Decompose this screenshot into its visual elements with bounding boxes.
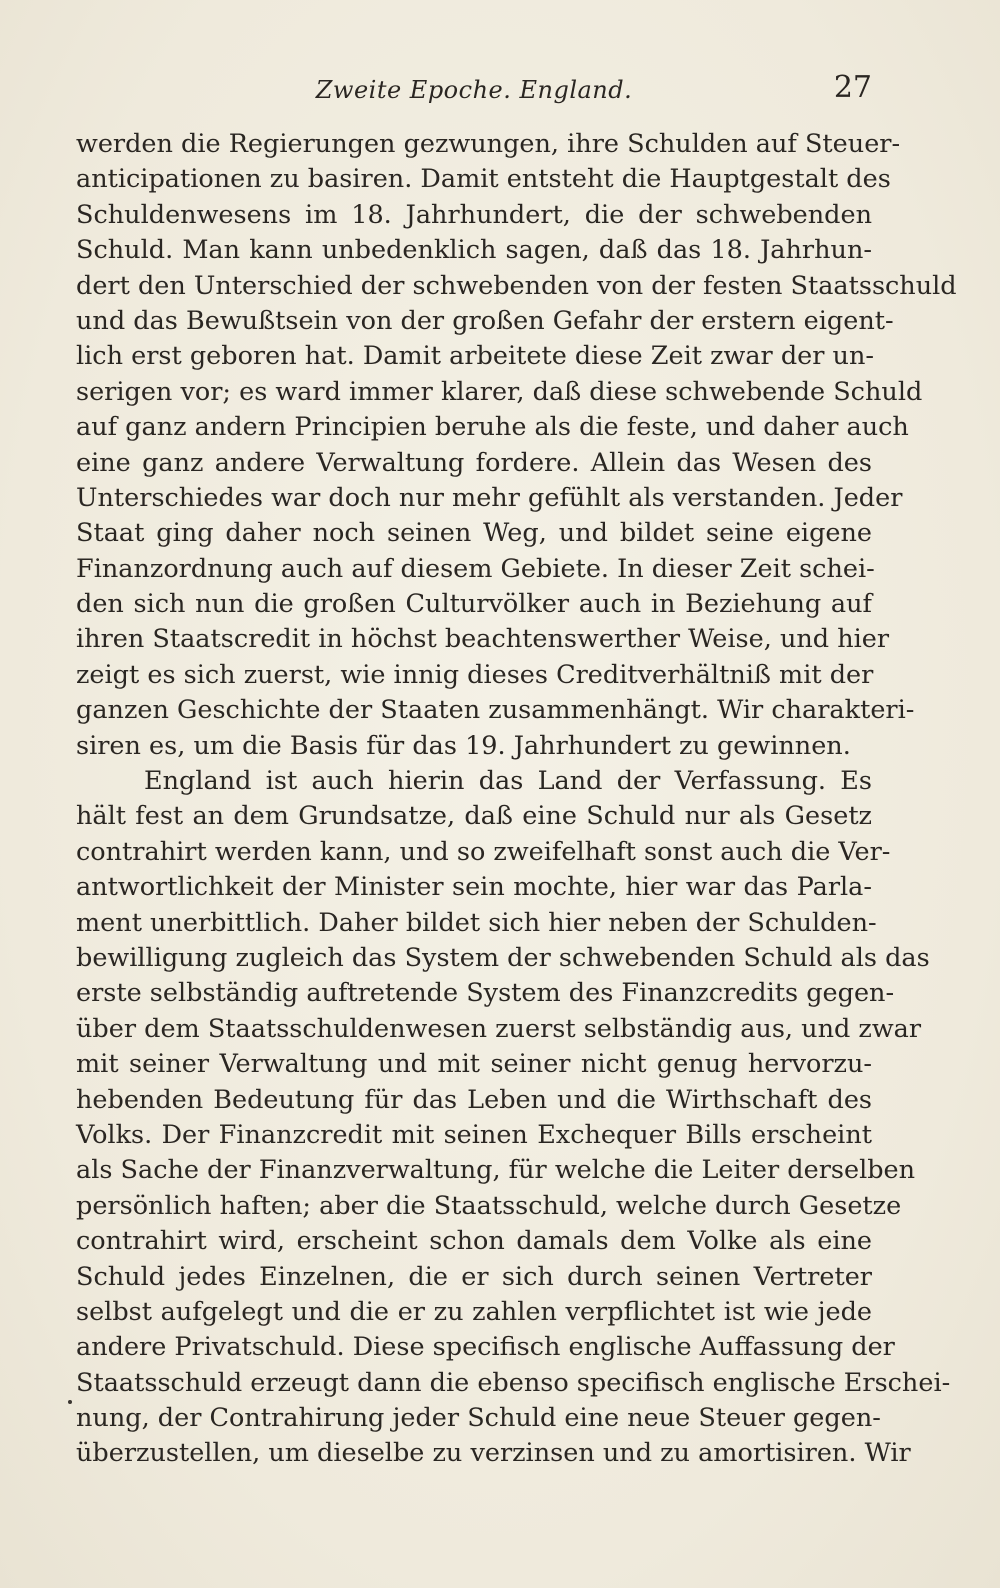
text-line: als Sache der Finanzverwaltung, für welche die Leiter derselben: [76, 1155, 916, 1186]
text-line: ganzen Geschichte der Staaten zusammenhängt. Wir charakteri-: [76, 695, 915, 726]
text-line: selbst aufgelegt und die er zu zahlen verpflichtet ist wie jede: [76, 1296, 872, 1327]
text-line: nung, der Contrahirung jeder Schuld eine neue Steuer gegen-: [76, 1403, 881, 1434]
paragraph-last-line: siren es, um die Basis für das 19. Jahrhundert zu gewinnen.: [76, 730, 851, 761]
body-text: [76, 127, 957, 1472]
text-line: und das Bewußtsein von der großen Gefahr der erstern eigent-: [76, 305, 894, 336]
ink-speck: [68, 1400, 72, 1404]
text-line: persönlich haften; aber die Staatsschuld, welche durch Gesetze: [76, 1190, 902, 1221]
paragraph-first-line: England ist auch hierin das Land der Verfassung. Es: [144, 766, 872, 797]
text-line: dert den Unterschied der schwebenden von der festen Staatsschuld: [76, 270, 957, 301]
text-line: mit seiner Verwaltung und mit seiner nicht genug hervorzu-: [76, 1049, 872, 1080]
text-line: über dem Staatsschuldenwesen zuerst selbständig aus, und zwar: [76, 1013, 922, 1044]
text-line: antwortlichkeit der Minister sein mochte, hier war das Parla-: [76, 872, 872, 903]
page-number: 27: [833, 70, 872, 105]
text-line: ihren Staatscredit in höchst beachtenswerther Weise, und hier: [76, 624, 890, 655]
text-line: Schuld jedes Einzelnen, die er sich durch seinen Vertreter: [76, 1261, 872, 1292]
text-line: Unterschiedes war doch nur mehr gefühlt als verstanden. Jeder: [76, 482, 903, 513]
text-line: contrahirt werden kann, und so zweifelhaft sonst auch die Ver-: [76, 836, 891, 867]
text-line: Volks. Der Finanzcredit mit seinen Exchequer Bills erscheint: [76, 1119, 872, 1150]
text-line: Schuldenwesens im 18. Jahrhundert, die der schwebenden: [76, 199, 872, 230]
text-line: ment unerbittlich. Daher bildet sich hier neben der Schulden-: [76, 907, 877, 938]
text-line: Staatsschuld erzeugt dann die ebenso specifisch englische Erschei-: [76, 1367, 951, 1398]
text-line: serigen vor; es ward immer klarer, daß diese schwebende Schuld: [76, 376, 923, 407]
text-line: lich erst geboren hat. Damit arbeitete diese Zeit zwar der un-: [76, 341, 875, 372]
text-line: hebenden Bedeutung für das Leben und die Wirthschaft des: [76, 1084, 872, 1115]
text-line: den sich nun die großen Culturvölker auch in Beziehung auf: [76, 589, 872, 620]
text-line: anticipationen zu basiren. Damit entsteht die Hauptgestalt des: [76, 164, 891, 195]
text-line: auf ganz andern Principien beruhe als die feste, und daher auch: [76, 412, 909, 443]
running-header: [76, 68, 872, 108]
text-line: bewilligung zugleich das System der schwebenden Schuld als das: [76, 942, 930, 973]
text-line: überzustellen, um dieselbe zu verzinsen und zu amortisiren. Wir: [76, 1438, 911, 1469]
running-title: Zweite Epoche. England.: [315, 76, 633, 104]
text-line: hält fest an dem Grundsatze, daß eine Schuld nur als Gesetz: [76, 801, 872, 832]
text-line: Staat ging daher noch seinen Weg, und bildet seine eigene: [76, 518, 872, 549]
text-line: zeigt es sich zuerst, wie innig dieses Creditverhältniß mit der: [76, 659, 874, 690]
text-line: erste selbständig auftretende System des Finanzcredits gegen-: [76, 978, 895, 1009]
text-line: andere Privatschuld. Diese specifisch englische Auffassung der: [76, 1332, 895, 1363]
text-line: werden die Regierungen gezwungen, ihre Schulden auf Steuer-: [76, 129, 901, 159]
text-line: contrahirt wird, erscheint schon damals dem Volke als eine: [76, 1226, 872, 1257]
text-line: eine ganz andere Verwaltung fordere. Allein das Wesen des: [76, 447, 872, 478]
text-line: Finanzordnung auch auf diesem Gebiete. In dieser Zeit schei-: [76, 553, 875, 584]
text-line: Schuld. Man kann unbedenklich sagen, daß das 18. Jahrhun-: [76, 235, 872, 266]
